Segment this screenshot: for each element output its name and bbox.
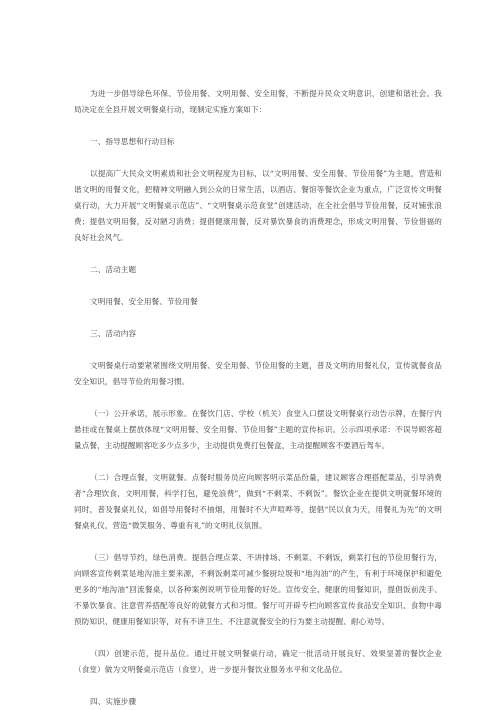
section-3-body: 文明餐桌行动要紧紧围绕文明用餐、安全用餐、节俭用餐的主题，普及文明的用餐礼仪，宣传就餐食品安全知识，倡导节俭的用餐习惯。 bbox=[74, 361, 442, 386]
section-1-heading: 一、指导思想和行动目标 bbox=[90, 137, 175, 146]
section-4-heading: 四、实施步骤 bbox=[90, 697, 137, 706]
section-2-heading: 二、活动主题 bbox=[90, 265, 137, 274]
item-2-paragraph: （二）合理点餐，文明就餐。点餐时服务员应向顾客明示菜品份量，建议顾客合理搭配菜品，引导消费者“合理饮食，文明用餐，科学打包，避免浪费”，做到“不剩菜、不剩饭”。餐饮企业在提供文明就餐环境的同时，普及餐桌礼仪，如倡导用餐时不抽烟，用餐时不大声喧哗等，提倡“民以食为天，用餐礼为先”的文明餐桌礼仪，营造“微笑服务、尊重有礼”的文明礼仪氛围。 bbox=[74, 473, 442, 530]
item-4-paragraph: （四）创建示范，提升品位。通过开展文明餐桌行动，确定一批活动开展良好、效果显著的餐饮企业（食堂）做为文明餐桌示范店（食堂），进一步提升餐饮业服务水平和文化品位。 bbox=[74, 649, 442, 674]
section-1-body: 以提高广大民众文明素质和社会文明程度为目标，以“文明用餐、安全用餐、节俭用餐”为主题，营造和谐文明的用餐文化，把精神文明融入到公众的日常生活，以酒店、餐馆等餐饮企业为重点，广泛宣传文明餐桌行动，大力开展“文明餐桌示范店”、“文明餐桌示范食堂”创建活动，在全社会倡导节俭用餐，反对铺张浪费；提倡文明用餐，反对陋习消费；提倡健康用餐，反对暴饮暴食的消费理念，形成文明用餐、节俭惜福的良好社会风气。 bbox=[74, 169, 442, 242]
section-3-heading: 三、活动内容 bbox=[90, 329, 137, 338]
intro-paragraph: 为进一步倡导绿色环保、节俭用餐、文明用餐、安全用餐，不断提升民众文明意识，创建和谐社会。我局决定在全县开展文明餐桌行动，现制定实施方案如下： bbox=[74, 89, 442, 114]
item-3-paragraph: （三）倡导节约，绿色消费。提倡合理点菜、不讲排场、不剩菜、不剩饭，剩菜打包的节俭用餐行为，向顾客宣传剩菜是地沟油主要来源，不剩饭剩菜可减少餐厨垃圾和“地沟油”的产生，有利于环境保护和避免更多的“地沟油”回流餐桌，以各种案例说明节俭用餐的好处。宣传安全、健康的用餐知识，提倡饭前洗手、不暴饮暴食、注意营养搭配等良好的就餐方式和习惯。餐厅可开辟专栏向顾客宣传食品安全知识、食物中毒预防知识、健康用餐知识等，对有不讲卫生、不注意就餐安全的行为要主动提醒、耐心劝导。 bbox=[74, 553, 442, 626]
section-2-body: 文明用餐、安全用餐、节俭用餐 bbox=[90, 297, 198, 306]
item-1-paragraph: （一）公开承诺，展示形象。在餐饮门店、学校（机关）食堂入口摆设文明餐桌行动告示牌，在餐厅内悬挂或在餐桌上摆放体现“文明用餐、安全用餐、节俭用餐”主题的宣传标识。公示四项承诺：不误导顾客超量点餐，主动提醒顾客吃多少点多少，主动提供免费打包餐盒，主动提醒顾客不要酒后驾车。 bbox=[74, 409, 442, 450]
